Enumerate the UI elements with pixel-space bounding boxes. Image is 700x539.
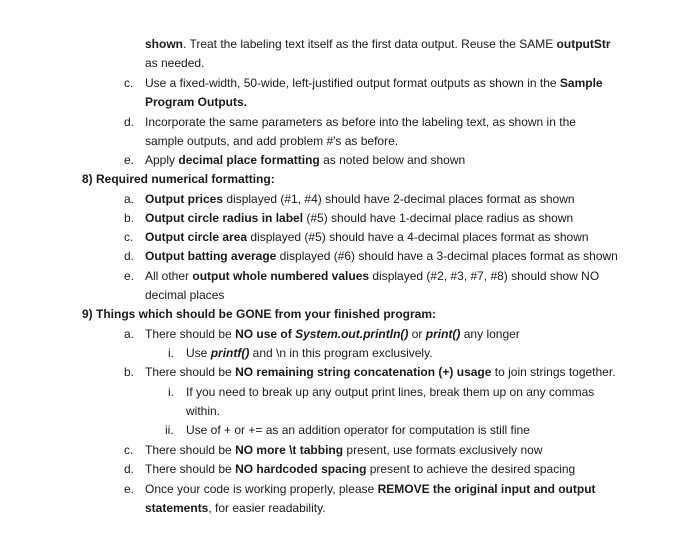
item-d-line-1: Incorporate the same parameters as before into the labeling text, as shown in the [145, 115, 576, 129]
item-e-line-1: Apply decimal place formatting as noted below and shown [145, 153, 466, 167]
sec9-b-i-marker: i. [168, 385, 174, 399]
item-c-line-1: Use a fixed-width, 50-wide, left-justified output format outputs as shown in the Sample [145, 76, 603, 90]
sec9-a-line: There should be NO use of System.out.println() or print() any longer [145, 327, 520, 341]
sec9-c-marker: c. [124, 443, 134, 457]
sec8-d-marker: d. [124, 249, 135, 263]
item-c-marker: c. [124, 76, 134, 90]
sec8-c-line: Output circle area displayed (#5) should have a 4-decimal places format as shown [145, 230, 589, 244]
item-e-marker: e. [124, 153, 135, 167]
sec9-e-line-2: statements, for easier readability. [145, 501, 326, 515]
sec8-a-marker: a. [124, 192, 135, 206]
sec9-e-line-1: Once your code is working properly, please REMOVE the original input and output [145, 482, 596, 496]
sec9-d-line: There should be NO hardcoded spacing present to achieve the desired spacing [145, 462, 576, 476]
sec9-b-line: There should be NO remaining string concatenation (+) usage to join strings together. [145, 365, 616, 379]
item-c-line-2: Program Outputs. [145, 95, 248, 109]
sec9-c-line: There should be NO more \t tabbing present, use formats exclusively now [145, 443, 543, 457]
sec9-a-i-marker: i. [168, 346, 174, 360]
sec9-b-ii-line: Use of + or += as an addition operator for computation is still fine [186, 423, 530, 437]
item-d-line-2: sample outputs, and add problem #'s as before. [145, 134, 399, 148]
continuation-line-2: as needed. [145, 56, 205, 70]
sec9-b-ii-marker: ii. [165, 423, 174, 437]
section-8-heading: 8) Required numerical formatting: [82, 172, 275, 186]
sec8-e-marker: e. [124, 269, 135, 283]
sec8-b-line: Output circle radius in label (#5) should have 1-decimal place radius as shown [145, 211, 574, 225]
sec8-e-line-2: decimal places [145, 288, 225, 302]
sec9-a-marker: a. [124, 327, 135, 341]
sec9-b-i-line-2: within. [186, 404, 221, 418]
sec8-b-marker: b. [124, 211, 135, 225]
section-9-heading: 9) Things which should be GONE from your finished program: [82, 307, 437, 321]
sec8-d-line: Output batting average displayed (#6) should have a 3-decimal places format as shown [145, 249, 618, 263]
sec9-a-i-line: Use printf() and \n in this program exclusively. [186, 346, 433, 360]
item-d-marker: d. [124, 115, 135, 129]
sec8-e-line-1: All other output whole numbered values displayed (#2, #3, #7, #8) should show NO [145, 269, 600, 283]
sec9-e-marker: e. [124, 482, 135, 496]
sec9-b-marker: b. [124, 365, 135, 379]
sec9-b-i-line-1: If you need to break up any output print lines, break them up on any commas [186, 385, 595, 399]
sec8-a-line: Output prices displayed (#1, #4) should have 2-decimal places format as shown [145, 192, 575, 206]
continuation-line-1: shown. Treat the labeling text itself as the first data output. Reuse the SAME outputStr [145, 37, 611, 51]
sec9-d-marker: d. [124, 462, 135, 476]
sec8-c-marker: c. [124, 230, 134, 244]
